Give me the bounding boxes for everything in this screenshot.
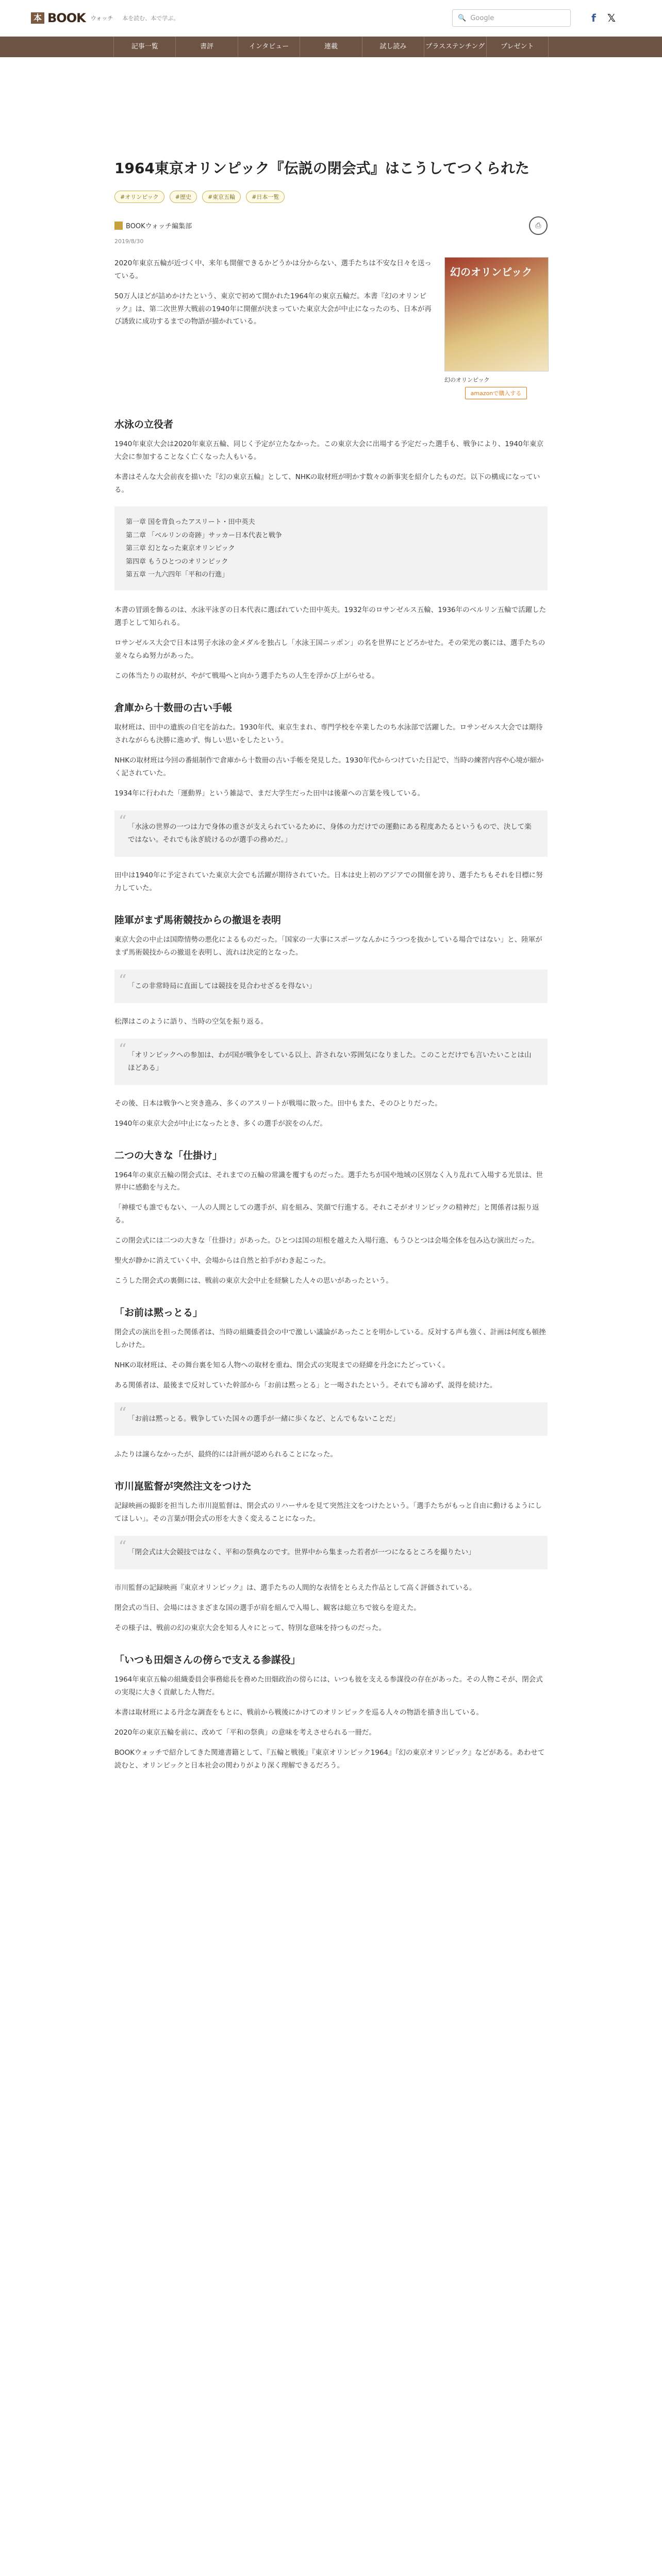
quote-text: 「お前は黙っとる。戦争していた国々の選手が一緒に歩くなど、とんでもないことだ」 xyxy=(128,1415,400,1423)
paragraph: 1940年の東京大会が中止になったとき、多くの選手が涙をのんだ。 xyxy=(114,1119,327,1128)
toc-item: 第四章 もうひとつのオリンピック xyxy=(126,557,228,566)
book-box xyxy=(444,257,548,399)
paragraph: 1964年東京五輪の組織委員会事務総長を務めた田畑政治の傍らには、いつも彼を支える参謀役の存在があった。その人物こそが、閉会式の実現に大きく貢献した人物だ。 xyxy=(114,1675,543,1697)
quote-icon: “ xyxy=(119,1538,127,1556)
facebook-icon[interactable]: f xyxy=(591,12,596,24)
paragraph: BOOKウォッチで紹介してきた関連書籍として、『五輪と戦後』『東京オリンピック1964』『幻の東京オリンピック』などがある。あわせて読むと、オリンピックと日本社会の関わりがより深く理解できるだろう。 xyxy=(114,1748,545,1770)
book-cover[interactable] xyxy=(444,257,549,371)
tag-item[interactable]: #オリンピック xyxy=(114,191,164,203)
search-input[interactable] xyxy=(452,9,571,27)
quote-text: 「水泳の世界の一つは力で身体の重さが支えられているために、身体の力だけでの運動にある程度あたるというもので、決して楽ではない。それでも泳ぎ続けるのが選手の務めだ。」 xyxy=(128,822,532,844)
quote-text: 「オリンピックへの参加は、わが国が戦争をしている以上、許されない雰囲気になりました。このことだけでも言いたいことは山ほどある」 xyxy=(128,1050,532,1072)
search-placeholder: Google xyxy=(470,14,494,22)
quote-icon: “ xyxy=(119,1040,127,1059)
footer-spacer xyxy=(114,1780,548,1800)
paragraph: 2020年の東京五輪を前に、改めて「平和の祭典」の意味を考えさせられる一冊だ。 xyxy=(114,1728,376,1737)
print-icon[interactable]: ⎙ xyxy=(529,216,548,235)
logo-text: BOOK xyxy=(47,11,86,25)
logo-tagline: 本を読む、本で学ぶ。 xyxy=(122,15,179,22)
quote-block xyxy=(114,1402,548,1436)
paragraph: 閉会式の当日、会場にはさまざまな国の選手が肩を組んで入場し、観客は総立ちで彼らを迎えた。 xyxy=(114,1603,421,1612)
article-date: 2019/8/30 xyxy=(114,238,144,245)
paragraph: 「神様でも誰でもない、一人の人間としての選手が、肩を組み、笑顔で行進する。それこそがオリンピックの精神だ」と関係者は振り返る。 xyxy=(114,1204,539,1225)
quote-icon: “ xyxy=(119,971,127,990)
section-heading: 「いつも田畑さんの傍らで支える参謀役」 xyxy=(114,1654,301,1666)
logo-box: 本 xyxy=(31,12,44,24)
paragraph: NHKの取材班は、その舞台裏を知る人物への取材を重ね、閉会式の実現までの経緯を丹念にたどっていく。 xyxy=(114,1361,450,1370)
section-heading: 「お前は黙っとる」 xyxy=(114,1307,203,1319)
paragraph: その後、日本は戦争へと突き進み、多くのアスリートが戦場に散った。田中もまた、そのひとりだった。 xyxy=(114,1099,442,1108)
section-heading: 二つの大きな「仕掛け」 xyxy=(114,1149,223,1161)
paragraph: 本書の冒頭を飾るのは、水泳平泳ぎの日本代表に選ばれていた田中英夫。1932年のロサンゼルス五輪、1936年のベルリン五輪で活躍した選手として知られる。 xyxy=(114,606,547,628)
author-row xyxy=(114,216,548,235)
paragraph: ロサンゼルス大会で日本は男子水泳の金メダルを独占し「水泳王国ニッポン」の名を世界にとどろかせた。その栄光の裏には、選手たちの並々ならぬ努力があった。 xyxy=(114,639,545,660)
paragraph: 聖火が静かに消えていく中、会場からは自然と拍手がわき起こった。 xyxy=(114,1257,330,1265)
paragraph: 市川監督の記録映画『東京オリンピック』は、選手たちの人間的な表情をとらえた作品として高く評価されている。 xyxy=(114,1584,476,1592)
article-container xyxy=(114,57,548,1800)
paragraph: 東京大会の中止は国際情勢の悪化によるものだった。「国家の一大事にスポーツなんかにうつつを抜かしている場合ではない」と、陸軍がまず馬術競技からの撤退を表明し、流れは決定的となった。 xyxy=(114,935,542,957)
paragraph: ふたりは譲らなかったが、最終的には計画が認められることになった。 xyxy=(114,1450,337,1459)
nav-item-reviews[interactable]: 書評 xyxy=(175,37,237,57)
paragraph: その様子は、戦前の幻の東京大会を知る人々にとって、特別な意味を持つものだった。 xyxy=(114,1623,386,1632)
toc-item: 第二章 「ベルリンの奇跡」サッカー日本代表と戦争 xyxy=(126,531,282,539)
social-links xyxy=(591,12,616,24)
quote-block xyxy=(114,1039,548,1085)
toc-item: 第三章 幻となった東京オリンピック xyxy=(126,545,235,553)
toc-item: 第五章 一九六四年「平和の行進」 xyxy=(126,570,229,579)
site-logo[interactable] xyxy=(31,11,179,25)
nav-item-present[interactable]: プレゼント xyxy=(486,37,549,57)
quote-block xyxy=(114,1536,548,1569)
amazon-button[interactable]: amazonで購入する xyxy=(465,387,527,399)
author-icon xyxy=(114,222,123,230)
main-nav xyxy=(0,37,662,57)
tag-item[interactable]: #東京五輪 xyxy=(202,191,241,203)
paragraph: 松澤はこのように語り、当時の空気を振り返る。 xyxy=(114,1017,268,1026)
table-of-contents xyxy=(114,506,548,590)
paragraph: 1964年の東京五輪の閉会式は、それまでの五輪の常識を覆すものだった。選手たちが国や地域の区別なく入り乱れて入場する光景は、世界中に感動を与えた。 xyxy=(114,1171,543,1192)
paragraph: 2020年東京五輪が近づく中、来年も開催できるかどうかは分からない、選手たちは不安な日々を送っている。 xyxy=(114,259,432,280)
section-heading: 水泳の立役者 xyxy=(114,418,174,430)
quote-block xyxy=(114,970,548,1003)
quote-text: 「この非常時局に直面しては競技を見合わせざるを得ない」 xyxy=(128,981,316,990)
nav-item-series[interactable]: 連載 xyxy=(300,37,361,57)
logo-sub: ウォッチ xyxy=(90,15,113,22)
paragraph: 閉会式の演出を担った関係者は、当時の組織委員会の中で激しい議論があったことを明かしている。反対する声も強く、計画は何度も頓挫しかけた。 xyxy=(114,1328,546,1350)
author-name: BOOKウォッチ編集部 xyxy=(126,223,192,231)
paragraph: こうした閉会式の裏側には、戦前の東京大会中止を経験した人々の思いがあったという。 xyxy=(114,1277,393,1285)
paragraph: NHKの取材班は今回の番組制作で倉庫から十数冊の古い手帳を発見した。1930年代からつけていた日記で、当時の練習内容や心境が細かく記されていた。 xyxy=(114,756,544,777)
quote-icon: “ xyxy=(119,1404,127,1423)
paragraph: この体当たりの取材が、やがて戦場へと向かう選手たちの人生を浮かび上がらせる。 xyxy=(114,672,379,681)
tag-item[interactable]: #日本一覧 xyxy=(246,191,285,203)
book-cover-title: 幻のオリンピック xyxy=(450,265,533,278)
tag-item[interactable]: #歴史 xyxy=(170,191,197,203)
quote-icon: “ xyxy=(119,812,127,831)
nav-item-trial-read[interactable]: 試し読み xyxy=(362,37,424,57)
quote-text: 「閉会式は大会競技ではなく、平和の祭典なのです。世界中から集まった若者が一つになるところを撮りたい」 xyxy=(128,1548,475,1557)
quote-block xyxy=(114,810,548,857)
paragraph: 取材班は、田中の遺族の自宅を訪ねた。1930年代、東京生まれ、専門学校を卒業したのち水泳部で活躍した。ロサンゼルス大会では期待されながらも決勝に進めず、悔しい思いをしたという。 xyxy=(114,723,543,744)
book-caption: 幻のオリンピック xyxy=(444,376,490,383)
toc-item: 第一章 国を背負ったアスリート・田中英夫 xyxy=(126,518,255,527)
nav-item-interviews[interactable]: インタビュー xyxy=(238,37,300,57)
section-heading: 市川崑監督が突然注文をつけた xyxy=(114,1481,252,1493)
intro-text xyxy=(114,257,432,399)
x-twitter-icon[interactable]: 𝕏 xyxy=(607,12,616,24)
paragraph: 田中は1940年に予定されていた東京大会でも活躍が期待されていた。日本は史上初のアジアでの開催を誇り、選手たちもそれを目標に努力していた。 xyxy=(114,871,543,892)
paragraph: 本書は取材班による丹念な調査をもとに、戦前から戦後にかけてのオリンピックを巡る人々の物語を描き出している。 xyxy=(114,1708,483,1717)
author xyxy=(114,221,192,230)
section-heading: 倉庫から十数冊の古い手帳 xyxy=(114,702,233,714)
nav-item-plus[interactable]: プラスステンチング xyxy=(424,37,486,57)
search-icon: 🔍 xyxy=(458,14,467,22)
nav-item-articles[interactable]: 記事一覧 xyxy=(113,37,175,57)
paragraph: 1940年東京大会は2020年東京五輪、同じく予定が立たなかった。この東京大会に出場する予定だった選手も、戦争により、1940年東京大会に参加することなく亡くなった人もいる。 xyxy=(114,439,544,461)
paragraph: 1934年に行われた「運動界」という雑誌で、まだ大学生だった田中は後輩への言葉を残している。 xyxy=(114,789,425,798)
paragraph: 50万人ほどが詰めかけたという、東京で初めて開かれた1964年の東京五輪だ。本書『幻のオリンピック』は、第二次世界大戦前の1940年に開催が決まっていた東京大会が中止になったのち、日本が再び誘致に成功するまでの物語が描かれている。 xyxy=(114,292,432,326)
tag-list xyxy=(114,191,548,203)
article-title: 1964東京オリンピック『伝説の閉会式』はこうしてつくられた xyxy=(114,160,529,177)
intro-section xyxy=(114,257,548,399)
paragraph: この閉会式には二つの大きな「仕掛け」があった。ひとつは国の垣根を越えた入場行進、もうひとつは会場全体を包み込む演出だった。 xyxy=(114,1236,539,1245)
paragraph: 記録映画の撮影を担当した市川崑監督は、閉会式のリハーサルを見て突然注文をつけたという。「選手たちがもっと自由に動けるようにしてほしい」。その言葉が閉会式の形を大きく変えることになった。 xyxy=(114,1502,542,1523)
paragraph: ある関係者は、最後まで反対していた幹部から「お前は黙っとる」と一喝されたという。それでも諦めず、説得を続けた。 xyxy=(114,1381,497,1390)
site-header xyxy=(0,0,662,37)
section-heading: 陸軍がまず馬術競技からの撤退を表明 xyxy=(114,914,282,926)
paragraph: 本書はそんな大会前夜を描いた『幻の東京五輪』として、NHKの取材班が明かす数々の新事実を紹介したものだ。以下の構成になっている。 xyxy=(114,472,540,494)
